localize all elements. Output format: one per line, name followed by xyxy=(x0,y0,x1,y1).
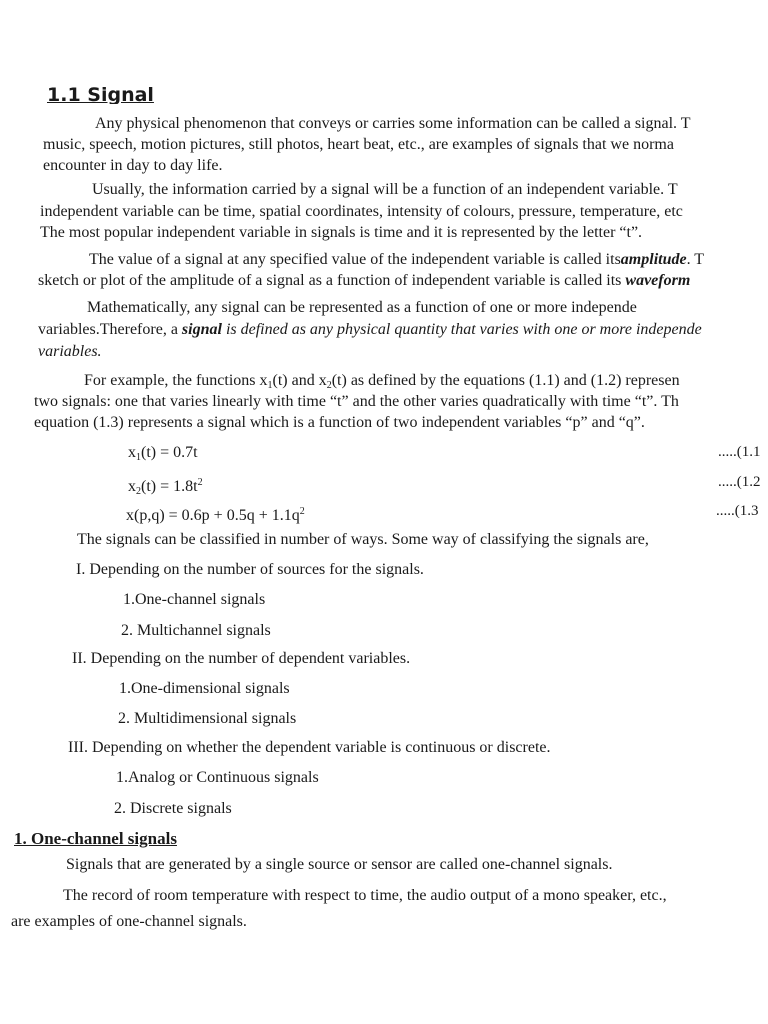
classification-item: 2. Discrete signals xyxy=(114,800,232,817)
classification-item: 2. Multichannel signals xyxy=(121,622,271,639)
classification-heading-2: II. Depending on the number of dependent variables. xyxy=(72,650,411,667)
para3-text: The value of a signal at any specified value of the independent variable is called its xyxy=(89,251,621,268)
para4-line1: Mathematically, any signal can be represented as a function of one or more independe xyxy=(87,299,637,316)
para4-text: variables.Therefore, a xyxy=(38,321,182,338)
signal-definition: is defined as any physical quantity that varies with one or more independe xyxy=(221,321,702,338)
para5-line2: two signals: one that varies linearly with time “t” and the other varies quadratically with time “t”. Th xyxy=(34,393,679,410)
classification-item: 1.Analog or Continuous signals xyxy=(116,769,319,786)
classification-item: 1.One-channel signals xyxy=(123,591,266,608)
para3-line1 xyxy=(89,251,704,269)
classification-item: 1.One-dimensional signals xyxy=(119,680,290,697)
para1-line1: Any physical phenomenon that conveys or carries some information can be called a signal. T xyxy=(95,115,691,132)
eq2-rest: (t) = 1.8t xyxy=(141,478,198,495)
para5-text-a: For example, the functions x xyxy=(84,372,268,389)
classification-heading-1: I. Depending on the number of sources for the signals. xyxy=(76,561,424,578)
eq2-sup: 2 xyxy=(197,477,203,488)
eq1-rest: (t) = 0.7t xyxy=(141,444,198,461)
classification-heading-3: III. Depending on whether the dependent variable is continuous or discrete. xyxy=(68,739,551,756)
eq3-lhs: x(p,q) = 0.6p + 0.5q + 1.1q xyxy=(126,507,300,524)
term-waveform: waveform xyxy=(625,272,691,289)
equation-3-number: .....(1.3 xyxy=(716,503,759,519)
para1-line2: music, speech, motion pictures, still photos, heart beat, etc., are examples of signals that we norma xyxy=(43,136,674,153)
para4-line2 xyxy=(38,321,702,339)
para7-line2: are examples of one-channel signals. xyxy=(11,913,247,930)
equation-2 xyxy=(128,474,203,501)
equation-1-number: .....(1.1 xyxy=(718,444,761,460)
eq2-sub: 2 xyxy=(136,486,141,497)
classification-intro: The signals can be classified in number of ways. Some way of classifying the signals are, xyxy=(77,531,649,548)
para3-text2: sketch or plot of the amplitude of a signal as a function of independent variable is called its xyxy=(38,272,626,289)
para4-line3: variables. xyxy=(38,343,102,360)
section-heading: 1.1 Signal xyxy=(47,86,154,104)
subscript-2: 2 xyxy=(326,380,332,391)
para5-text-b: (t) and x xyxy=(272,372,327,389)
term-amplitude: amplitude xyxy=(620,251,687,268)
term-signal: signal xyxy=(181,321,222,338)
classification-item: 2. Multidimensional signals xyxy=(118,710,297,727)
eq2-lhs: x xyxy=(128,478,136,495)
eq1-lhs: x xyxy=(128,444,136,461)
para3-text-end: . T xyxy=(686,251,705,268)
para1-line3: encounter in day to day life. xyxy=(43,157,223,174)
subscript-1: 1 xyxy=(267,380,273,391)
para5-text-c: (t) as defined by the equations (1.1) and (1.2) represen xyxy=(331,372,680,389)
para5-line1 xyxy=(84,372,680,395)
para6: Signals that are generated by a single source or sensor are called one-channel signals. xyxy=(66,856,613,873)
para3-line2 xyxy=(38,272,690,290)
para2-line1: Usually, the information carried by a signal will be a function of an independent variable. T xyxy=(92,181,678,198)
para2-line2: independent variable can be time, spatial coordinates, intensity of colours, pressure, temperature, etc xyxy=(40,203,683,220)
equation-1 xyxy=(128,444,198,467)
eq1-sub: 1 xyxy=(136,452,141,463)
para7-line1: The record of room temperature with respect to time, the audio output of a mono speaker, etc., xyxy=(63,887,667,904)
equation-3 xyxy=(126,503,305,525)
para2-line3: The most popular independent variable in signals is time and it is represented by the letter “t”. xyxy=(40,224,643,241)
para5-line3: equation (1.3) represents a signal which is a function of two independent variables “p” and “q”. xyxy=(34,414,645,431)
subsection-heading: 1. One-channel signals xyxy=(14,830,177,848)
equation-2-number: .....(1.2 xyxy=(718,474,761,490)
eq3-sup: 2 xyxy=(299,506,305,517)
